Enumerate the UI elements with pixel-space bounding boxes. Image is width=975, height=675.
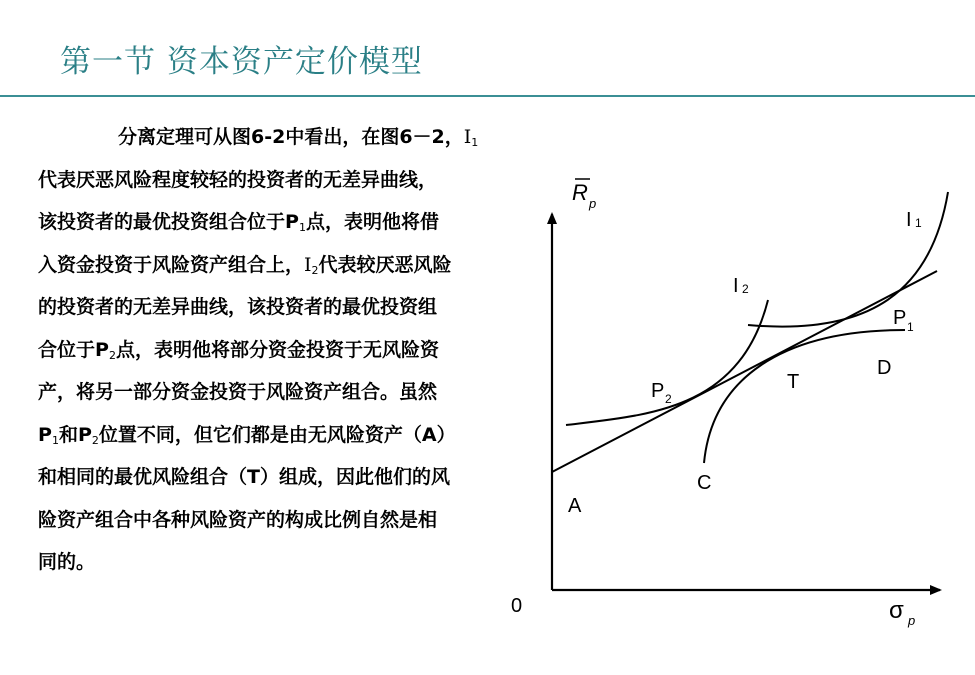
para-text: 和P bbox=[58, 423, 92, 446]
subscript: 1 bbox=[471, 136, 479, 149]
label-c: C bbox=[697, 472, 712, 494]
label-a: A bbox=[568, 495, 582, 517]
para-line-2: 代表厌恶风险程度较轻的投资者的无差异曲线， bbox=[38, 168, 438, 191]
x-axis-label: σ bbox=[889, 597, 904, 624]
para-text: 位置不同，但它们都是由无风险资产（A） bbox=[98, 423, 456, 446]
para-line-11: 同的。 bbox=[38, 551, 96, 573]
subscript: 1 bbox=[298, 221, 306, 234]
y-axis-label: R bbox=[572, 180, 588, 205]
label-p1: P bbox=[893, 307, 907, 329]
para-text: 该投资者的最优投资组合位于P bbox=[38, 211, 299, 233]
label-i1-sub: 1 bbox=[915, 216, 922, 230]
subscript: 2 bbox=[108, 348, 116, 362]
label-p2-sub: 2 bbox=[665, 392, 672, 406]
label-i2: I bbox=[733, 275, 739, 297]
i2-symbol: I bbox=[304, 253, 312, 276]
para-text: 代表较厌恶风险 bbox=[318, 253, 452, 276]
origin-label: 0 bbox=[511, 595, 523, 617]
para-line-10: 险资产组合中各种风险资产的构成比例自然是相 bbox=[38, 508, 438, 531]
efficient-frontier bbox=[704, 330, 905, 463]
label-d: D bbox=[877, 357, 892, 379]
label-p1-sub: 1 bbox=[907, 320, 914, 334]
para-line-7: 产，将另一部分资金投资于风险资产组合。虽然 bbox=[38, 381, 438, 403]
label-t: T bbox=[787, 371, 800, 393]
para-text: 点，表明他将借 bbox=[305, 211, 439, 233]
subscript: 2 bbox=[311, 263, 319, 277]
y-axis-subscript: p bbox=[589, 196, 597, 211]
para-line-5: 的投资者的无差异曲线，该投资者的最优投资组 bbox=[38, 296, 438, 318]
para-text: 入资金投资于风险资产组合上， bbox=[38, 253, 305, 276]
para-text: 点，表明他将部分资金投资于无风险资 bbox=[115, 338, 439, 361]
para-text: 分离定理可从图6-2中看出，在图6－2， bbox=[118, 126, 464, 148]
para-line-9: 和相同的最优风险组合（T）组成，因此他们的风 bbox=[38, 466, 450, 488]
indifference-curve-i2 bbox=[566, 300, 768, 425]
subscript: 1 bbox=[51, 433, 59, 447]
label-i2-sub: 2 bbox=[742, 282, 749, 296]
subscript: 2 bbox=[91, 433, 99, 447]
x-axis-subscript: p bbox=[908, 613, 916, 628]
para-text: P bbox=[38, 423, 52, 446]
i1-symbol: I bbox=[463, 126, 472, 148]
label-p2: P bbox=[651, 380, 665, 402]
page-title: 第一节 资本资产定价模型 bbox=[60, 44, 423, 80]
indifference-curve-i1 bbox=[748, 192, 948, 327]
para-text: 合位于P bbox=[38, 338, 109, 361]
label-i1: I bbox=[906, 209, 912, 231]
